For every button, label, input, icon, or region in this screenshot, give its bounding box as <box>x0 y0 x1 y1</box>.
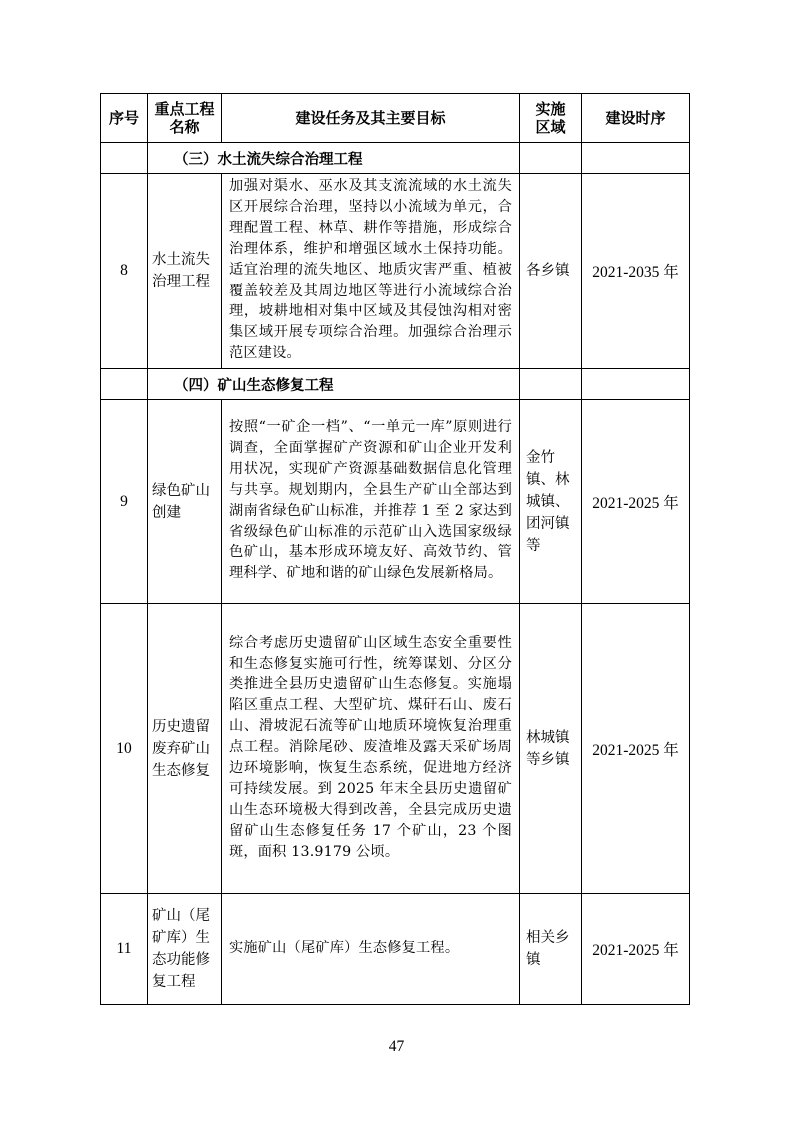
table-header-row <box>101 94 690 143</box>
section-empty-cell <box>520 369 582 400</box>
section-empty-cell <box>101 143 148 174</box>
section-title: （三）水土流失综合治理工程 <box>148 143 520 174</box>
page-number: 47 <box>388 1038 405 1055</box>
row-task: 综合考虑历史遗留矿山区域生态安全重要性和生态修复实施可行性，统筹谋划、分区分类推进全县历史遗留矿山生态修复。实施塌陷区重点工程、大型矿坑、煤矸石山、废石山、滑坡泥石流等矿山地质环境恢复治理重点工程。消除尾砂、废渣堆及露天采矿场周边环境影响，恢复生态系统，促进地方经济可持续发展。到 2025 年末全县历史遗留矿山生态环境极大得到改善，全县完成历史遗留矿山生态修复任务 17 个矿山，23 个图斑，面积 13.9179 公顷。 <box>222 604 520 894</box>
section-empty-cell <box>520 143 582 174</box>
row-name: 水土流失治理工程 <box>148 174 222 369</box>
header-name <box>148 94 222 143</box>
row-time: 2021-2035 年 <box>582 174 690 369</box>
row-area: 相关乡镇 <box>520 894 582 1005</box>
table-row <box>101 894 690 1005</box>
row-task: 实施矿山（尾矿库）生态修复工程。 <box>222 894 520 1005</box>
table-row <box>101 604 690 894</box>
header-task: 建设任务及其主要目标 <box>222 94 520 143</box>
table-row <box>101 400 690 604</box>
row-task: 加强对渠水、巫水及其支流流域的水土流失区开展综合治理，坚持以小流域为单元，合理配置工程、林草、耕作等措施，形成综合治理体系，维护和增强区域水土保持功能。适宜治理的流失地区、地质灾害严重、植被覆盖较差及其周边地区等进行小流域综合治理，坡耕地相对集中区域及其侵蚀沟相对密集区域开展专项综合治理。加强综合治理示范区建设。 <box>222 174 520 369</box>
table-row <box>101 174 690 369</box>
section-empty-cell <box>582 143 690 174</box>
section-title: （四）矿山生态修复工程 <box>148 369 520 400</box>
header-name-text: 重点工程名称 <box>154 100 215 136</box>
row-time: 2021-2025 年 <box>582 604 690 894</box>
row-seq: 8 <box>101 174 148 369</box>
row-area: 各乡镇 <box>520 174 582 369</box>
section-empty-cell <box>582 369 690 400</box>
row-name: 历史遗留废弃矿山生态修复 <box>148 604 222 894</box>
project-table <box>100 93 690 1005</box>
section-row <box>101 143 690 174</box>
section-empty-cell <box>101 369 148 400</box>
header-seq: 序号 <box>101 94 148 143</box>
row-seq: 10 <box>101 604 148 894</box>
row-name: 矿山（尾矿库）生态功能修复工程 <box>148 894 222 1005</box>
header-time: 建设时序 <box>582 94 690 143</box>
row-time: 2021-2025 年 <box>582 894 690 1005</box>
row-area: 金竹镇、林城镇、团河镇等 <box>520 400 582 604</box>
row-name: 绿色矿山创建 <box>148 400 222 604</box>
header-area-text: 实施区域 <box>535 100 566 136</box>
row-time: 2021-2025 年 <box>582 400 690 604</box>
row-seq: 11 <box>101 894 148 1005</box>
row-task: 按照“一矿企一档”、“一单元一库”原则进行调查，全面掌握矿产资源和矿山企业开发利用状况，实现矿产资源基础数据信息化管理与共享。规划期内，全县生产矿山全部达到湖南省绿色矿山标准，并推荐 1 至 2 家达到省级绿色矿山标准的示范矿山入选国家级绿色矿山，基本形成环境友好、高效节约、管理科学、矿地和谐的矿山绿色发展新格局。 <box>222 400 520 604</box>
row-area: 林城镇等乡镇 <box>520 604 582 894</box>
row-seq: 9 <box>101 400 148 604</box>
section-row <box>101 369 690 400</box>
header-area <box>520 94 582 143</box>
